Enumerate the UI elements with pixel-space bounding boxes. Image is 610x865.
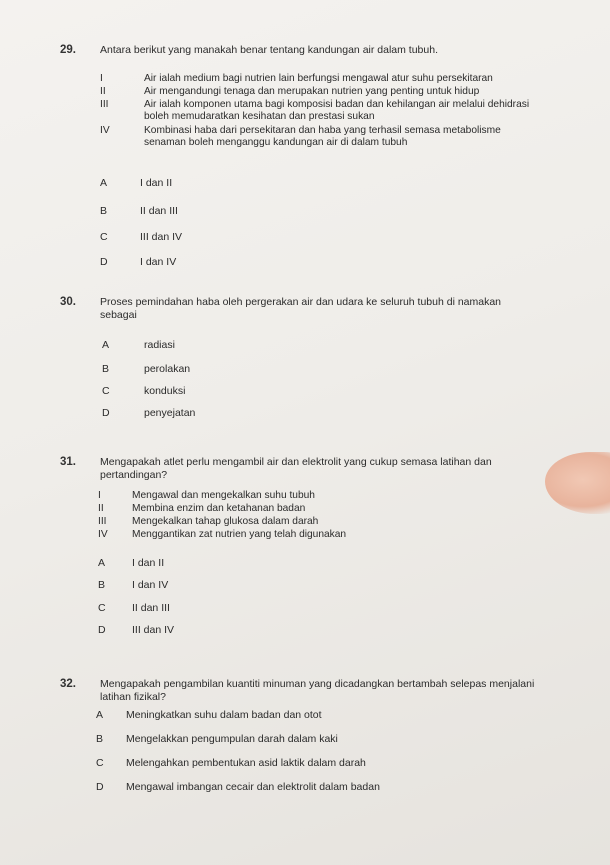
statement-numeral: III	[100, 99, 109, 110]
option-text: III dan IV	[140, 231, 183, 243]
option-text: perolakan	[144, 363, 191, 375]
option-text: I dan IV	[140, 256, 177, 268]
option-text: I dan II	[140, 177, 173, 189]
statement-numeral: IV	[98, 529, 108, 540]
option-text: III dan IV	[132, 624, 175, 636]
option-letter: C	[98, 602, 106, 614]
question-32	[60, 678, 560, 808]
question-text: Mengapakah pengambilan kuantiti minuman yang dicadangkan bertambah selepas menjalani latihan fizikal?	[100, 678, 535, 703]
option-text: Melengahkan pembentukan asid laktik dalam darah	[126, 757, 366, 769]
option-text: II dan III	[140, 205, 178, 217]
question-number: 31.	[60, 456, 76, 468]
option-letter: B	[100, 205, 108, 217]
statement-numeral: II	[100, 86, 106, 97]
option-text: Mengawal imbangan cecair dan elektrolit dalam badan	[126, 781, 380, 793]
statement-text: Air ialah komponen utama bagi komposisi badan dan kehilangan air melalui dehidrasi boleh memudaratkan kesihatan dan prestasi sukan	[144, 99, 530, 122]
option-letter: A	[98, 557, 106, 569]
option-text: I dan II	[132, 557, 165, 569]
option-text: radiasi	[144, 339, 175, 351]
question-text: Proses pemindahan haba oleh pergerakan air dan udara ke seluruh tubuh di namakan sebagai	[100, 296, 502, 321]
option-letter: B	[96, 733, 104, 745]
question-number: 30.	[60, 296, 76, 308]
statement-numeral: I	[98, 490, 101, 501]
statement-numeral: I	[100, 73, 103, 84]
statement-text: Mengekalkan tahap glukosa dalam darah	[132, 516, 319, 527]
option-letter: A	[100, 177, 108, 189]
option-text: Mengelakkan pengumpulan darah dalam kaki	[126, 733, 338, 745]
statement-text: Mengawal dan mengekalkan suhu tubuh	[132, 490, 315, 501]
option-text: II dan III	[132, 602, 170, 614]
question-text: Antara berikut yang manakah benar tentang kandungan air dalam tubuh.	[100, 44, 438, 56]
question-text: Mengapakah atlet perlu mengambil air dan elektrolit yang cukup semasa latihan dan pertandingan?	[100, 456, 492, 481]
option-letter: C	[102, 385, 110, 397]
option-letter: C	[96, 757, 104, 769]
statement-text: Membina enzim dan ketahanan badan	[132, 503, 306, 514]
option-letter: A	[96, 709, 104, 721]
option-letter: D	[102, 407, 110, 419]
statement-text: Menggantikan zat nutrien yang telah digunakan	[132, 529, 347, 540]
option-letter: B	[102, 363, 110, 375]
option-text: penyejatan	[144, 407, 196, 419]
question-number: 32.	[60, 678, 76, 690]
statement-text: Air mengandungi tenaga dan merupakan nutrien yang penting untuk hidup	[144, 86, 480, 97]
option-text: konduksi	[144, 385, 186, 397]
question-number: 29.	[60, 44, 76, 56]
option-letter: D	[96, 781, 104, 793]
option-text: Meningkatkan suhu dalam badan dan otot	[126, 709, 322, 721]
question-30	[60, 296, 560, 426]
option-letter: B	[98, 579, 106, 591]
option-letter: A	[102, 339, 110, 351]
statement-numeral: IV	[100, 125, 110, 136]
question-29	[60, 44, 560, 284]
statement-numeral: III	[98, 516, 107, 527]
statement-text: Air ialah medium bagi nutrien lain berfungsi mengawal atur suhu persekitaran	[144, 73, 493, 84]
option-text: I dan IV	[132, 579, 169, 591]
question-31	[60, 456, 560, 646]
statement-numeral: II	[98, 503, 104, 514]
option-letter: D	[98, 624, 106, 636]
statement-text: Kombinasi haba dari persekitaran dan haba yang terhasil semasa metabolisme senaman boleh menganggu kandungan air di dalam tubuh	[144, 125, 501, 148]
option-letter: D	[100, 256, 108, 268]
option-letter: C	[100, 231, 108, 243]
